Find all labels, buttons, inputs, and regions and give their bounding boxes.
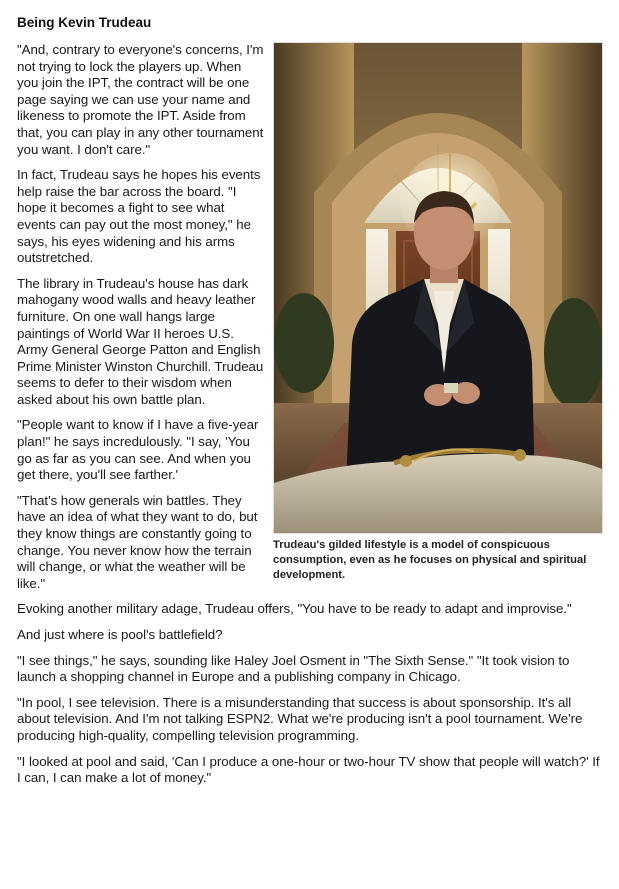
paragraph-10: "I looked at pool and said, 'Can I produce a one-hour or two-hour TV show that people will watch?' If I can, I can make a lot of money." xyxy=(17,753,600,786)
paragraph-4: "People want to know if I have a five-year plan!" he says incredulously. "I say, 'You go as far as you can see. And when you get there, you'll see farther.' xyxy=(17,417,259,483)
image-caption: Trudeau's gilded lifestyle is a model of conspicuous consumption, even as he focuses on physical and spiritual development. xyxy=(273,539,587,581)
article-figure xyxy=(273,42,603,583)
paragraph-8: "I see things," he says, sounding like Haley Joel Osment in "The Sixth Sense." "It took vision to launch a shopping channel in Europe and a publishing company in Chicago. xyxy=(17,652,570,685)
paragraph-2: In fact, Trudeau says he hopes his events help raise the bar across the board. "I hope it becomes a fight to see what events can pay out the most money," he says, his eyes widening and his arms outstretched. xyxy=(17,167,261,266)
paragraph-7: And just where is pool's battlefield? xyxy=(17,627,223,642)
paragraph-5: "That's how generals win battles. They have an idea of what they want to do, but they know things are constantly going to change. You never know how the terrain will change, or what the weather will be like." xyxy=(17,492,258,591)
paragraph-6: Evoking another military adage, Trudeau offers, "You have to be ready to adapt and improvise." xyxy=(17,601,572,617)
trudeau-portrait-photo xyxy=(273,42,603,534)
paragraph-1: "And, contrary to everyone's concerns, I'm not trying to lock the players up. When you join the IPT, the contract will be one page saying we can use your name and likeness to promote the IPT. Aside from that, you can play in any other tournament you want. I don't care." xyxy=(17,42,264,157)
paragraph-3: The library in Trudeau's house has dark mahogany wood walls and heavy leather furniture. On one wall hangs large paintings of World War II heroes U.S. Army General George Patton and English Prime Minister Winston Churchill. Trudeau seems to defer to their wisdom when asked about his own battle plan. xyxy=(17,275,264,407)
paragraph-9: "In pool, I see television. There is a misunderstanding that success is about sponsorship. It's all about television. And I'm not talking ESPN2. What we're producing isn't a pool tournament. We're producing high-quality, compelling television programming. xyxy=(17,694,583,743)
article xyxy=(17,14,603,796)
article-title: Being Kevin Trudeau xyxy=(17,15,152,30)
